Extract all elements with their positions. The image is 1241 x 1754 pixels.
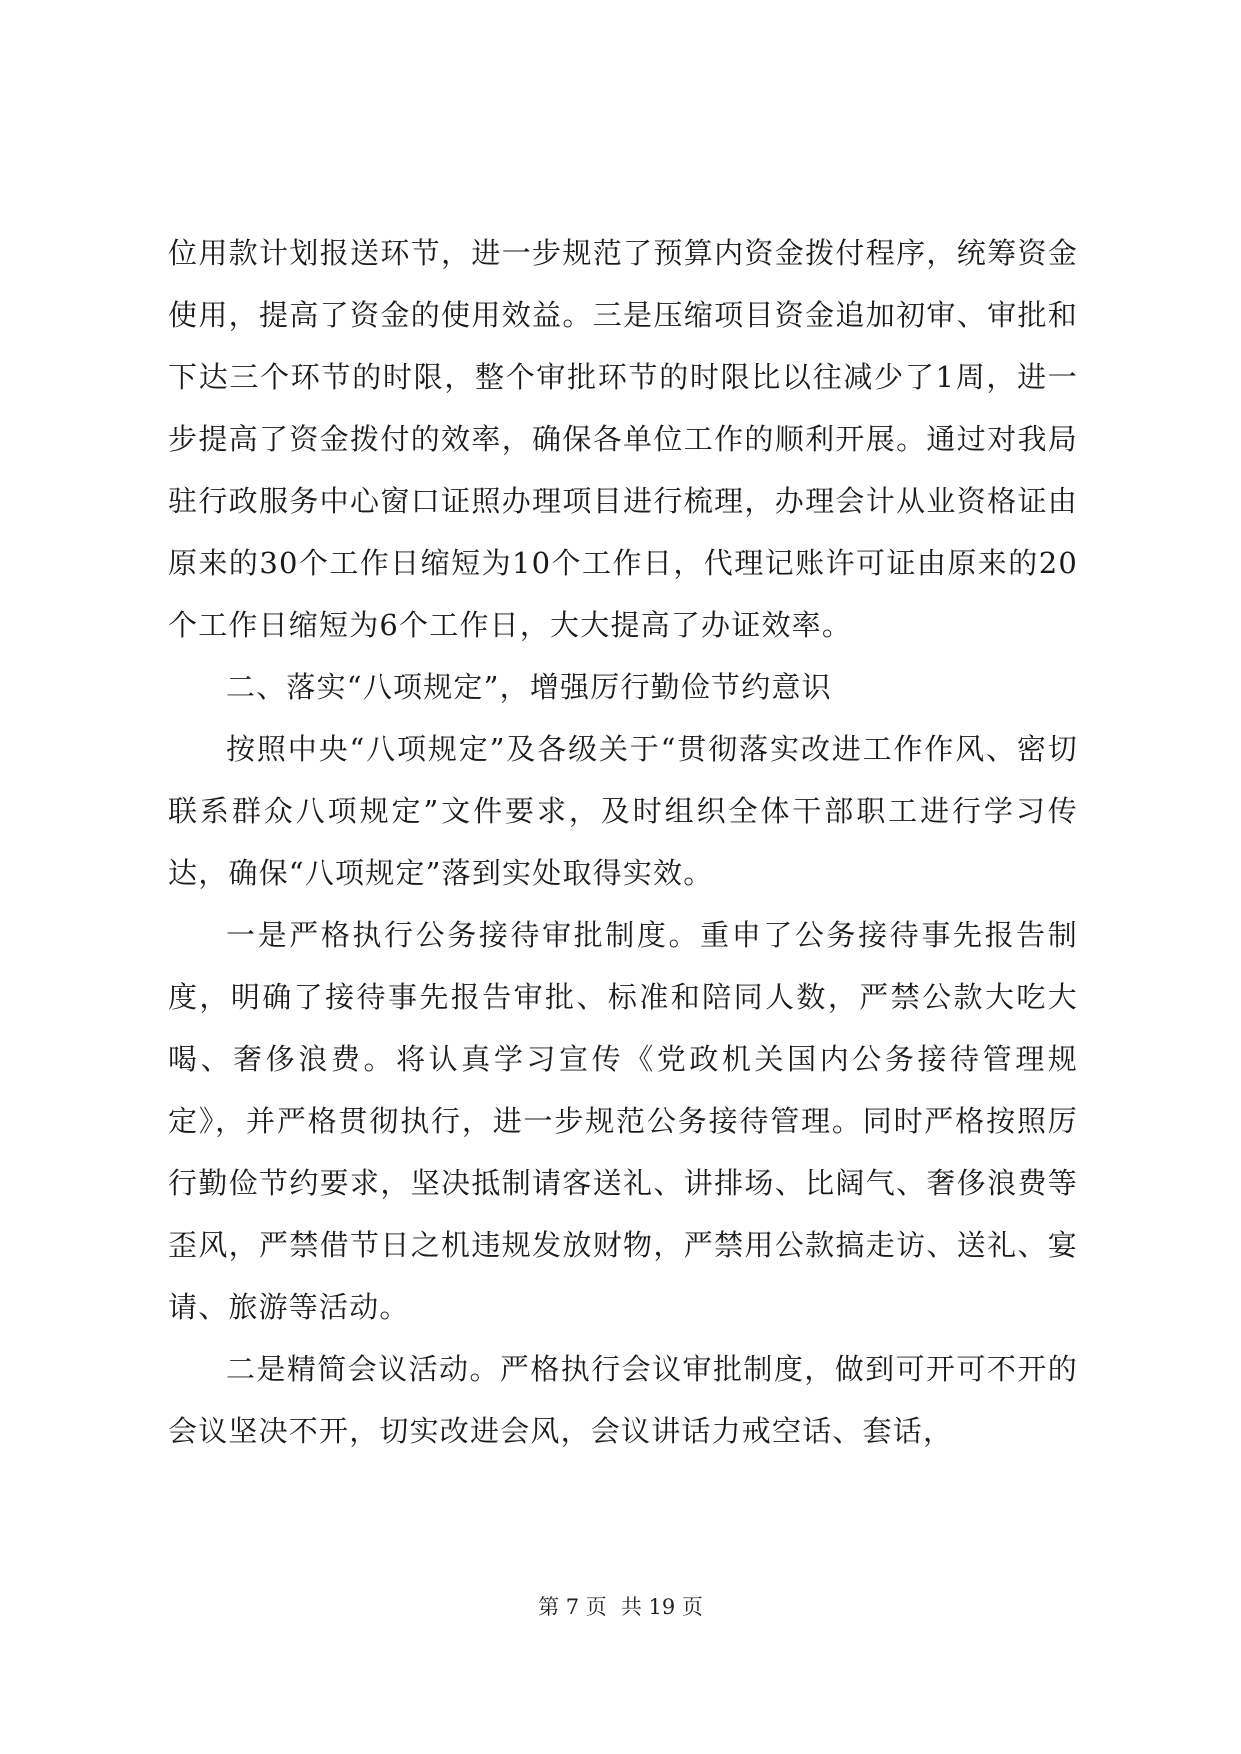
page-total: 共 19 页 [620,1595,703,1619]
page-footer [0,1592,1241,1622]
paragraph-intro: 按照中央“八项规定”及各级关于“贯彻落实改进工作作风、密切联系群众八项规定”文件要求，及时组织全体干部职工进行学习传达，确保“八项规定”落到实处取得实效。 [168,732,1078,890]
paragraph-meetings: 二是精简会议活动。严格执行会议审批制度，做到可开可不开的会议坚决不开，切实改进会风，会议讲话力戒空话、套话， [168,1352,1078,1448]
paragraph-reception: 一是严格执行公务接待审批制度。重申了公务接待事先报告制度，明确了接待事先报告审批、标准和陪同人数，严禁公款大吃大喝、奢侈浪费。将认真学习宣传《党政机关国内公务接待管理规定》，并严格贯彻执行，进一步规范公务接待管理。同时严格按照厉行勤俭节约要求，坚决抵制请客送礼、讲排场、比阔气、奢侈浪费等歪风，严禁借节日之机违规发放财物，严禁用公款搞走访、送礼、宴请、旅游等活动。 [168,918,1078,1324]
section-heading: 二、落实“八项规定”，增强厉行勤俭节约意识 [226,670,832,704]
paragraph-continued: 位用款计划报送环节，进一步规范了预算内资金拨付程序，统筹资金使用，提高了资金的使用效益。三是压缩项目资金追加初审、审批和下达三个环节的时限，整个审批环节的时限比以往减少了1周，进一步提高了资金拨付的效率，确保各单位工作的顺利开展。通过对我局驻行政服务中心窗口证照办理项目进行梳理，办理会计从业资格证由原来的30个工作日缩短为10个工作日，代理记账许可证由原来的20个工作日缩短为6个工作日，大大提高了办证效率。 [168,236,1078,642]
page-number: 第 7 页 [538,1595,607,1619]
document-body [168,222,1078,1462]
